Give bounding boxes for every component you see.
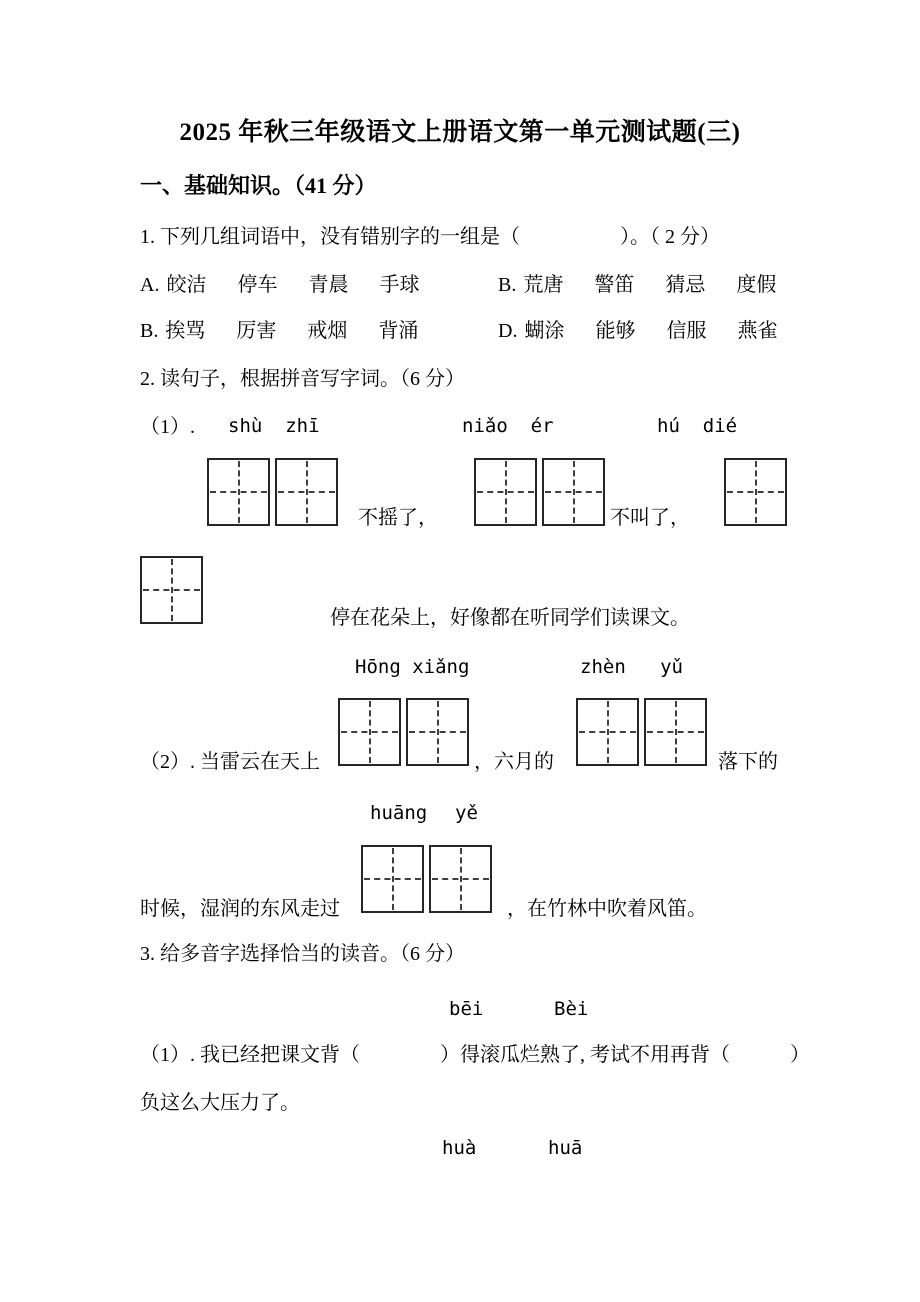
option-word: 度假 xyxy=(736,274,777,296)
writing-box-single xyxy=(724,458,787,526)
q2-item2-lead-text: （2）. 当雷云在天上 xyxy=(140,751,320,773)
q2-item2-pinyin-row-1 xyxy=(140,655,860,683)
writing-box[interactable] xyxy=(207,458,270,526)
option-label: D. xyxy=(498,320,518,342)
option-word: 蝴涂 xyxy=(524,320,565,342)
writing-box-pair xyxy=(474,458,605,526)
pinyin-hu-die: hú dié xyxy=(657,415,738,437)
q1-stem: 1. 下列几组词语中，没有错别字的一组是（ ）。（ 2 分） xyxy=(140,226,720,248)
q2-item1-line2-text: 停在花朵上，好像都在听同学们读课文。 xyxy=(330,607,690,629)
q2-item1-answer-row xyxy=(140,458,860,529)
writing-box[interactable] xyxy=(576,698,639,766)
writing-box[interactable] xyxy=(406,698,469,766)
option-word: 手球 xyxy=(379,274,420,296)
writing-box[interactable] xyxy=(429,845,492,913)
pinyin-huang: huāng xyxy=(370,802,428,824)
pinyin-shu-zhi: shù zhī xyxy=(228,415,320,437)
q1-option-group-a xyxy=(140,272,419,299)
section-heading: 一、基础知识。（41 分） xyxy=(140,173,377,198)
writing-box[interactable] xyxy=(338,698,401,766)
option-word: 挨骂 xyxy=(165,320,206,342)
writing-box[interactable] xyxy=(644,698,707,766)
q2-item2-line2-tail: ，在竹林中吹着风笛。 xyxy=(507,898,707,920)
q3-item1-line2: 负这么大压力了。 xyxy=(140,1092,300,1114)
pinyin-hua-2: huā xyxy=(548,1137,583,1159)
q1-option-group-d xyxy=(498,318,777,345)
pinyin-ye: yě xyxy=(455,802,478,824)
q2-stem: 2. 读句子，根据拼音写字词。（6 分） xyxy=(140,368,465,390)
option-word: 猜忌 xyxy=(665,274,706,296)
q2-item2-tail-text: 落下的 xyxy=(718,751,778,773)
q3-pinyin-row-2 xyxy=(140,1136,860,1164)
option-word: 青晨 xyxy=(308,274,349,296)
pinyin-bei-2: Bèi xyxy=(554,998,589,1020)
option-label: A. xyxy=(140,274,160,296)
q2-item2-line2-lead: 时候，湿润的东风走过 xyxy=(140,898,340,920)
q1-option-group-b xyxy=(498,272,776,299)
pinyin-hua-1: huà xyxy=(442,1137,477,1159)
writing-box-pair xyxy=(361,845,492,913)
q2-item1-text-2: 不叫了， xyxy=(610,507,690,529)
writing-box[interactable] xyxy=(361,845,424,913)
q1-option-group-c xyxy=(140,318,418,345)
writing-box[interactable] xyxy=(724,458,787,526)
option-word: 背涌 xyxy=(378,320,419,342)
option-word: 厉害 xyxy=(236,320,277,342)
pinyin-hong-xiang: Hōng xiǎng xyxy=(355,656,470,678)
pinyin-bei-1: bēi xyxy=(449,998,484,1020)
q3-item1-line1: （1）. 我已经把课文背（ ）得滚瓜烂熟了, 考试不用再背（ ） xyxy=(140,1044,810,1066)
q2-item1-label: （1）. xyxy=(140,416,195,438)
writing-box-single xyxy=(140,556,203,624)
writing-box[interactable] xyxy=(474,458,537,526)
page-title: 2025 年秋三年级语文上册语文第一单元测试题(三) xyxy=(179,119,741,146)
writing-box[interactable] xyxy=(275,458,338,526)
pinyin-niao-er: niǎo ér xyxy=(462,415,554,437)
writing-box-pair xyxy=(338,698,469,766)
option-word: 燕雀 xyxy=(737,320,778,342)
option-word: 警笛 xyxy=(594,274,635,296)
q2-item2-answer-row-2 xyxy=(140,845,860,920)
option-word: 能够 xyxy=(595,320,636,342)
option-word: 荒唐 xyxy=(523,274,564,296)
pinyin-zhen-yu: zhèn yǔ xyxy=(580,656,683,678)
option-word: 停车 xyxy=(237,274,278,296)
q3-pinyin-row-1 xyxy=(140,997,860,1025)
q1-options-row-1 xyxy=(140,272,860,300)
q2-item1-line2-row xyxy=(140,556,860,629)
writing-box-pair xyxy=(207,458,338,526)
writing-box-pair xyxy=(576,698,707,766)
writing-box[interactable] xyxy=(140,556,203,624)
option-label: B. xyxy=(498,274,517,296)
q2-item2-answer-row-1 xyxy=(140,698,860,773)
option-word: 戒烟 xyxy=(307,320,348,342)
q2-item1-text-1: 不摇了， xyxy=(358,507,438,529)
writing-box[interactable] xyxy=(542,458,605,526)
option-word: 信服 xyxy=(666,320,707,342)
q2-item1-pinyin-row xyxy=(140,414,860,442)
option-word: 皎洁 xyxy=(166,274,207,296)
option-label: B. xyxy=(140,320,159,342)
q2-item2-pinyin-row-2 xyxy=(140,801,860,829)
q1-options-row-2 xyxy=(140,318,860,346)
q3-stem: 3. 给多音字选择恰当的读音。（6 分） xyxy=(140,943,465,965)
q2-item2-middle-text: ，六月的 xyxy=(474,751,554,773)
